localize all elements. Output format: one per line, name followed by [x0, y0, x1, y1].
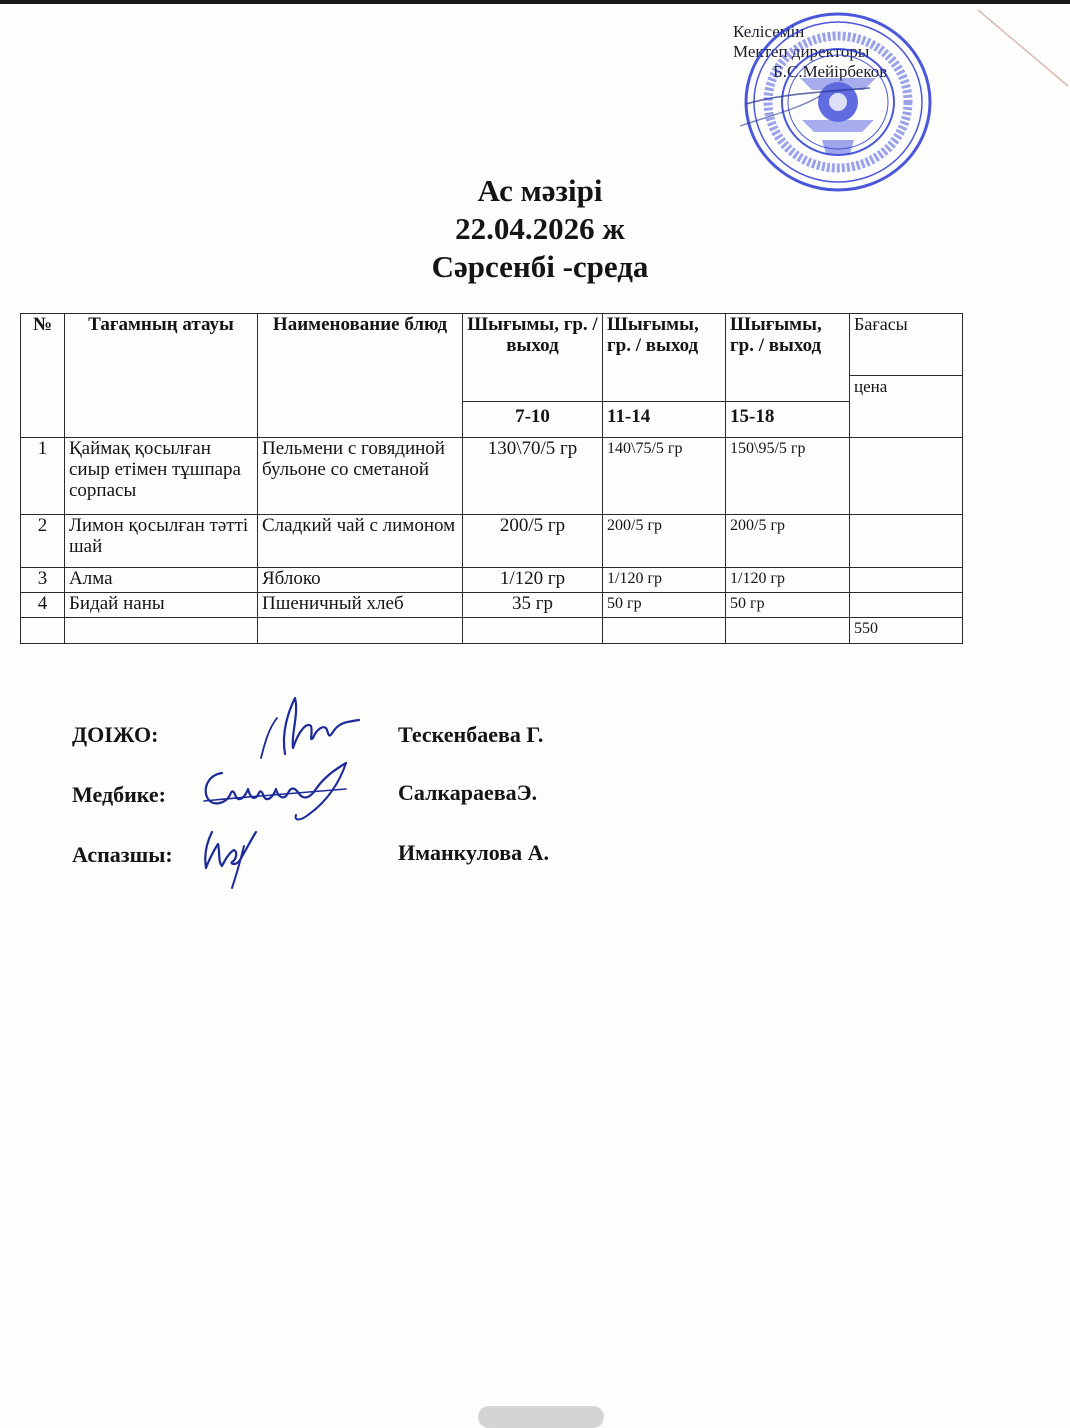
price-cell	[850, 593, 963, 618]
header-age-7-10: 7-10	[463, 402, 603, 438]
dish-name-kz: Қаймақ қосылған сиыр етімен тұшпара сорпасы	[65, 438, 258, 515]
output-15-18: 200/5 гр	[726, 515, 850, 568]
row-number: 1	[21, 438, 65, 515]
header-dish-kz: Тағамның атауы	[65, 314, 258, 438]
approval-line-1: Келісемін	[733, 22, 805, 41]
dish-name-ru: Пельмени с говядиной бульоне со сметаной	[258, 438, 463, 515]
scroll-handle[interactable]	[478, 1406, 604, 1428]
total-price: 550	[850, 618, 963, 644]
output-11-14: 1/120 гр	[603, 568, 726, 593]
output-11-14: 50 гр	[603, 593, 726, 618]
menu-title	[0, 172, 1070, 286]
dish-name-ru: Яблоко	[258, 568, 463, 593]
header-output-3: Шығымы, гр. / выход	[726, 314, 850, 402]
official-stamp	[740, 8, 936, 196]
row-number: 2	[21, 515, 65, 568]
title-date: 22.04.2026 ж	[455, 211, 625, 246]
aspazshy-label: Аспазшы:	[72, 842, 173, 867]
header-age-15-18: 15-18	[726, 402, 850, 438]
output-11-14: 200/5 гр	[603, 515, 726, 568]
table-row	[21, 568, 963, 593]
table-row	[21, 593, 963, 618]
output-7-10: 35 гр	[463, 593, 603, 618]
dish-name-ru: Сладкий чай с лимоном	[258, 515, 463, 568]
header-price-ru: цена	[850, 376, 963, 438]
doizho-name: Тескенбаева Г.	[398, 722, 544, 747]
output-7-10: 130\70/5 гр	[463, 438, 603, 515]
output-15-18: 150\95/5 гр	[726, 438, 850, 515]
header-output-2: Шығымы, гр. / выход	[603, 314, 726, 402]
output-15-18: 1/120 гр	[726, 568, 850, 593]
medbike-label: Медбике:	[72, 782, 166, 807]
aspazshy-name: Иманкулова А.	[398, 840, 550, 865]
header-age-11-14: 11-14	[603, 402, 726, 438]
approval-line-2: Мектеп директоры	[733, 42, 870, 61]
doizho-signature	[255, 692, 365, 764]
price-cell	[850, 568, 963, 593]
title-line-1: Ас мәзірі	[477, 173, 603, 208]
dish-name-kz: Бидай наны	[65, 593, 258, 618]
output-7-10: 1/120 гр	[463, 568, 603, 593]
header-number: №	[21, 314, 65, 438]
dish-name-kz: Алма	[65, 568, 258, 593]
title-weekday: Сәрсенбі -среда	[431, 249, 649, 284]
header-price-kz: Бағасы	[850, 314, 963, 376]
price-cell	[850, 438, 963, 515]
header-dish-ru: Наименование блюд	[258, 314, 463, 438]
medbike-name: СалкараеваЭ.	[398, 780, 538, 805]
total-row	[21, 618, 963, 644]
table-row	[21, 515, 963, 568]
dish-name-ru: Пшеничный хлеб	[258, 593, 463, 618]
aspazshy-signature	[196, 822, 266, 892]
table-row	[21, 438, 963, 515]
row-number: 4	[21, 593, 65, 618]
menu-table	[20, 313, 963, 644]
row-number: 3	[21, 568, 65, 593]
header-output-1: Шығымы, гр. / выход	[463, 314, 603, 402]
output-15-18: 50 гр	[726, 593, 850, 618]
dish-name-kz: Лимон қосылған тәтті шай	[65, 515, 258, 568]
medbike-signature	[196, 755, 356, 825]
output-7-10: 200/5 гр	[463, 515, 603, 568]
price-cell	[850, 515, 963, 568]
director-name: Б.С.Мейірбеков	[773, 62, 888, 81]
doizho-label: ДОІЖО:	[72, 722, 159, 747]
scan-top-edge	[0, 0, 1070, 4]
output-11-14: 140\75/5 гр	[603, 438, 726, 515]
